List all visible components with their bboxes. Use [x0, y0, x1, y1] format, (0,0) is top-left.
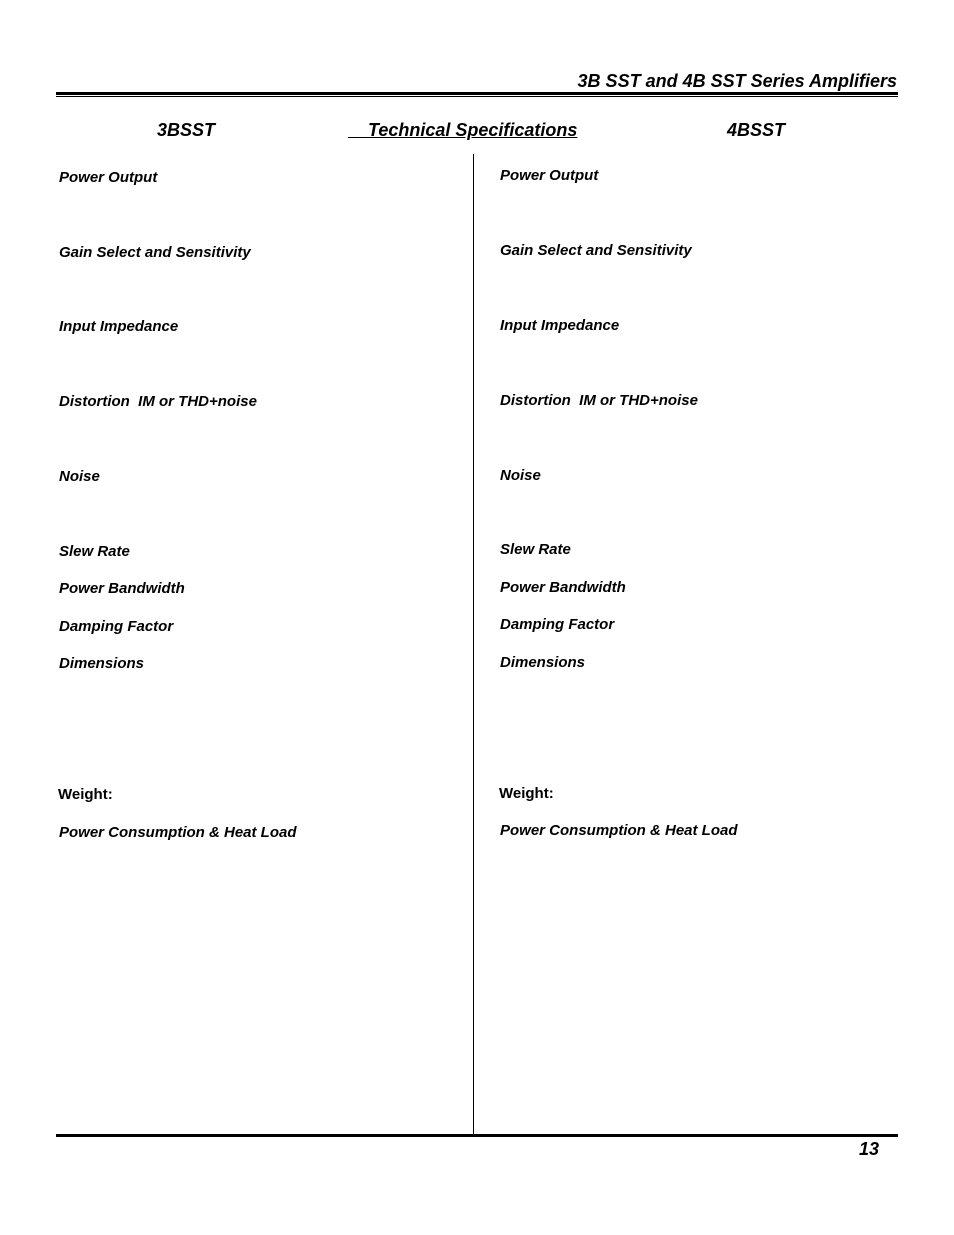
left-spec-damping-factor: Damping Factor	[59, 618, 174, 635]
left-spec-distortion: Distortion IM or THD+noise	[59, 393, 257, 410]
column-heading-4bsst: 4BSST	[727, 120, 786, 140]
page-number: 13	[859, 1139, 880, 1159]
footer-rule	[56, 1134, 898, 1137]
left-spec-input-impedance: Input Impedance	[59, 318, 179, 335]
left-spec-slew-rate: Slew Rate	[59, 543, 130, 560]
header-rule-thin	[56, 96, 898, 97]
section-title: Technical Specifications	[348, 120, 578, 140]
left-spec-weight: Weight:	[58, 786, 113, 803]
left-spec-dimensions: Dimensions	[59, 655, 145, 672]
right-spec-weight: Weight:	[499, 785, 554, 802]
right-spec-power-bandwidth: Power Bandwidth	[500, 579, 626, 596]
right-spec-power-output: Power Output	[500, 167, 599, 184]
right-spec-damping-factor: Damping Factor	[500, 616, 615, 633]
header-title: 3B SST and 4B SST Series Amplifiers	[577, 71, 897, 91]
right-spec-power-consumption: Power Consumption & Heat Load	[500, 822, 738, 839]
right-spec-slew-rate: Slew Rate	[500, 541, 571, 558]
left-spec-power-consumption: Power Consumption & Heat Load	[59, 824, 297, 841]
left-spec-power-output: Power Output	[59, 169, 158, 186]
left-spec-gain-select: Gain Select and Sensitivity	[59, 244, 251, 261]
column-divider	[473, 154, 474, 1136]
header-rule-thick	[56, 92, 898, 95]
column-heading-3bsst: 3BSST	[157, 120, 216, 140]
right-spec-input-impedance: Input Impedance	[500, 317, 620, 334]
left-spec-power-bandwidth: Power Bandwidth	[59, 580, 185, 597]
right-spec-dimensions: Dimensions	[500, 654, 586, 671]
right-spec-gain-select: Gain Select and Sensitivity	[500, 242, 692, 259]
left-spec-noise: Noise	[59, 468, 100, 485]
right-spec-noise: Noise	[500, 467, 541, 484]
right-spec-distortion: Distortion IM or THD+noise	[500, 392, 698, 409]
